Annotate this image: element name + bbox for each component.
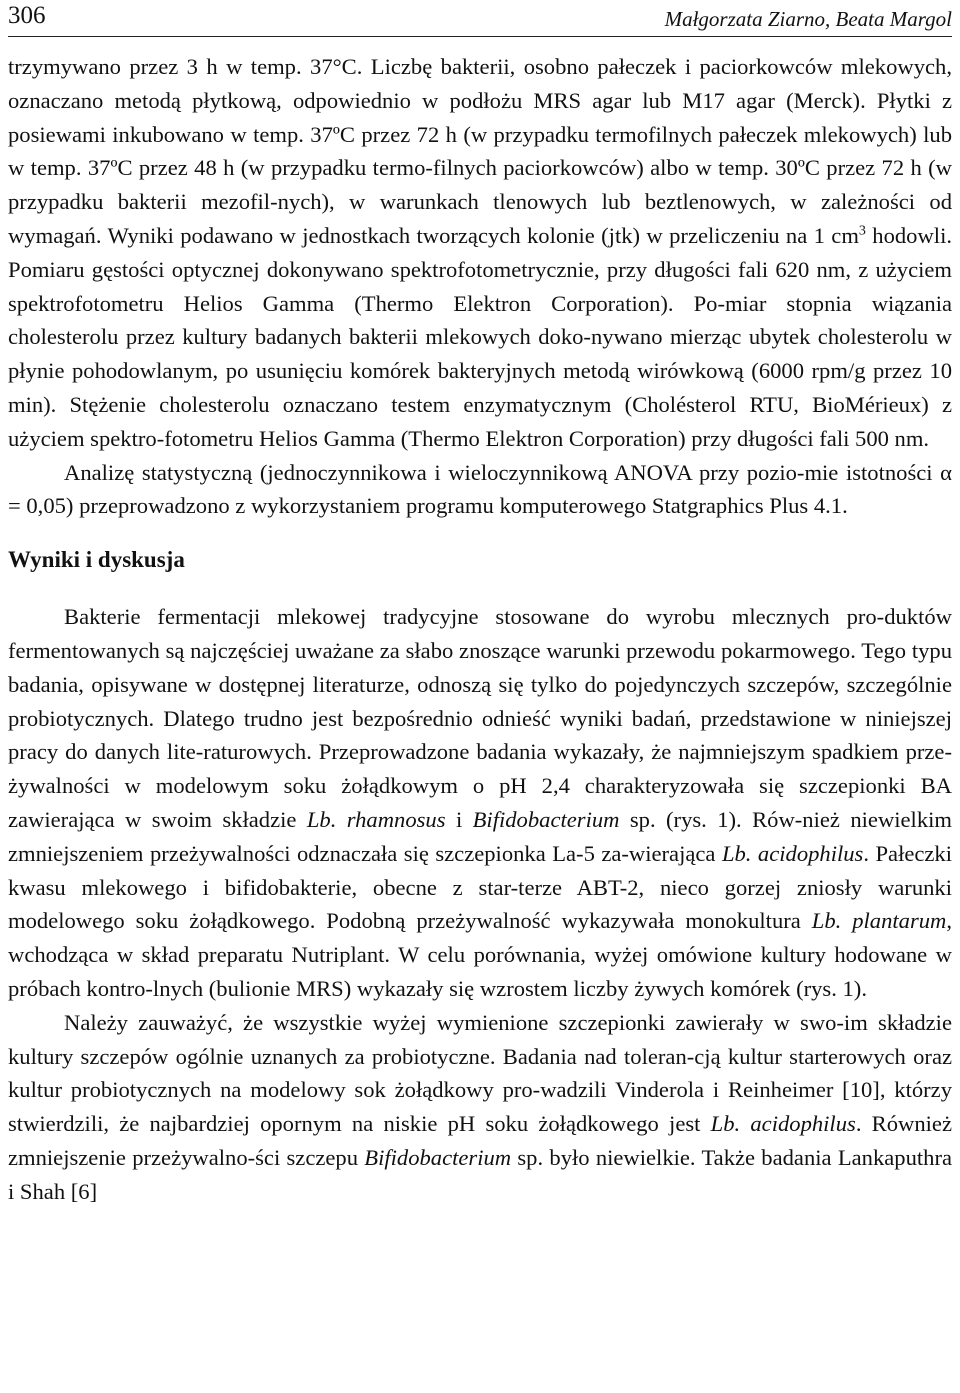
text-run: i [445, 806, 473, 832]
results-paragraph-2 [8, 1006, 952, 1209]
superscript: 3 [858, 223, 866, 239]
text-run: Bakterie fermentacji mlekowej tradycyjne stosowane do wyrobu mlecznych pro-duktów fermentowanych są najczęściej uważane za słabo znoszące warunki przewodu pokarmowego. Tego typu badania, opisywane w dostępnej literaturze, odnoszą się tylko do pojedynczych szczepów, szczególnie probiotycznych. Dlatego trudno jest bezpośrednio odnieść wyniki badań, przedstawione w niniejszej pracy do danych lite-raturowych. Przeprowadzone badania wykazały, że najmniejszym spadkiem prze-żywalności w modelowym soku żołądkowym o pH 2,4 charakteryzowała się szczepionki BA zawierająca w swoim składzie [8, 604, 952, 832]
methods-paragraph-1 [8, 50, 952, 456]
genus-name: Bifidobacterium [472, 806, 620, 832]
species-name: Lb. acidophilus [710, 1111, 856, 1137]
page-number: 306 [8, 2, 46, 29]
genus-name: Bifidobacterium [364, 1144, 512, 1170]
section-heading: Wyniki i dyskusja [8, 547, 185, 573]
text-run: sp. (rys. 1). Rów-nież niewielkim zmniejszeniem przeżywalności odznaczała się szczepionka La-5 za-wierająca [8, 806, 952, 866]
methods-paragraph-2: Analizę statystyczną (jednoczynnikowa i wieloczynnikową ANOVA przy pozio-mie istotności α = 0,05) przeprowadzono z wykorzystaniem programu komputerowego Statgraphics Plus 4.1. [8, 459, 952, 519]
text-run: trzymywano przez 3 h w temp. 37°C. Liczbę bakterii, osobno pałeczek i paciorkowców mlekowych, oznaczano metodą płytkową, odpowiednio w podłożu MRS agar lub M17 agar (Merck). Płytki z posiewami inkubowano w temp. 37ºC przez 72 h (w przypadku termofilnych pałeczek mlekowych) lub w temp. 37ºC przez 48 h (w przypadku termo-filnych paciorkowców) albo w temp. 30ºC przez 72 h (w przypadku bakterii mezofil-nych), w warunkach tlenowych lub beztlenowych, w zależności od wymagań. Wyniki podawano w jednostkach tworzących kolonie (jtk) w przeliczeniu na 1 cm [8, 54, 952, 248]
text-run: . Również zmniejszenie przeżywalno-ści szczepu [8, 1111, 952, 1170]
running-header-authors: Małgorzata Ziarno, Beata Margol [664, 7, 952, 31]
text-run: . Pałeczki kwasu mlekowego i bifidobakterie, obecne z star-terze ABT-2, nieco gorzej zniosły warunki modelowego soku żołądkowego. Podobną przeżywalność wykazywała monokultura [8, 840, 953, 934]
results-paragraph-1 [8, 600, 952, 1006]
text-run: hodowli. Pomiaru gęstości optycznej dokonywano spektrofotometrycznie, przy długości fali 620 nm, z użyciem spektrofotometru Helios Gamma (Thermo Elektron Corporation). Po-miar stopnia wiązania cholesterolu przez kultury badanych bakterii mlekowych doko-nywano mierząc ubytek cholesterolu w płynie pohodowlanym, po usunięciu komórek bakteryjnych metodą wirówkową (6000 rpm/g przez 10 min). Stężenie cholesterolu oznaczano testem enzymatycznym (Cholésterol RTU, BioMérieux) z użyciem spektro-fotometru Helios Gamma (Thermo Elektron Corporation) przy długości fali 500 nm. [8, 222, 952, 451]
text-run: sp. było niewielkie. Także badania Lankaputhra i Shah [6] [8, 1144, 953, 1204]
species-name: Lb. acidophilus [721, 840, 864, 866]
text-run: , wchodząca w skład preparatu Nutriplant. W celu porównania, wyżej omówione kultury hodowane w próbach kontro-lnych (bulionie MRS) wykazały się wzrostem liczby żywych komórek (rys. 1). [8, 908, 953, 1001]
species-name: Lb. rhamnosus [306, 806, 446, 832]
body-text [8, 50, 952, 1209]
species-name: Lb. plantarum [811, 908, 947, 934]
text-run: Należy zauważyć, że wszystkie wyżej wymienione szczepionki zawierały w swo-im składzie kultury szczepów ogólnie uznanych za probiotyczne. Badania nad toleran-cją kultur starterowych oraz kultur probiotycznych na modelowy sok żołądkowy pro-wadzili Vinderola i Reinheimer [10], którzy stwierdzili, że najbardziej opornym na niskie pH soku żołądkowego jest [8, 1009, 952, 1137]
running-header [8, 0, 952, 37]
